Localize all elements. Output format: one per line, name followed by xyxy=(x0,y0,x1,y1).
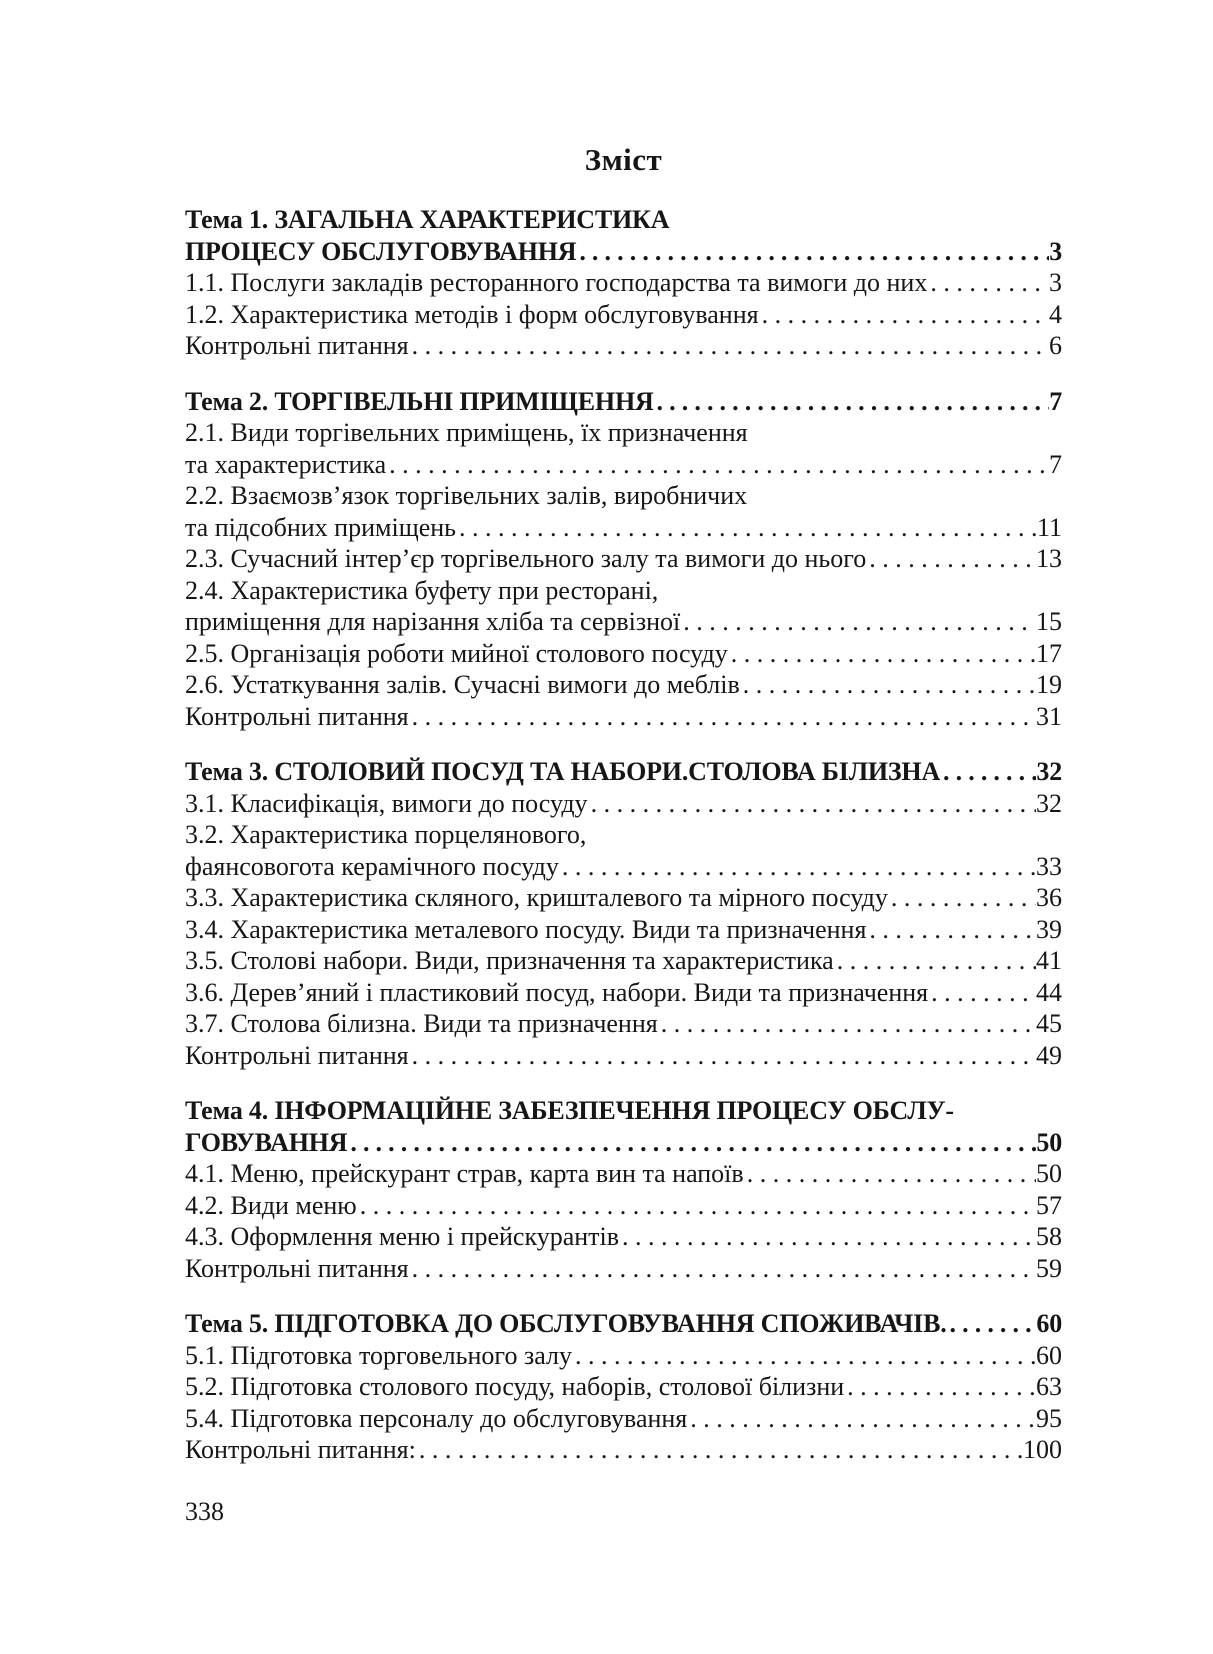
dot-leader xyxy=(844,1371,1036,1403)
toc-entry-text: 2.3. Сучасний інтер’єр торгівельного залу та вимоги до нього xyxy=(185,544,867,573)
toc-entry-text: 5.1. Підготовка торговельного залу xyxy=(185,1340,572,1370)
toc-entry xyxy=(185,945,1062,977)
toc-entry-text: Контрольні питання xyxy=(185,331,409,360)
toc-entry-text: 2.4. Характеристика буфету при ресторані, xyxy=(185,575,659,605)
dot-leader xyxy=(680,606,1036,638)
toc-page-number: 60 xyxy=(1036,1309,1062,1338)
dot-leader xyxy=(658,1008,1036,1040)
toc-entry-text: Контрольні питання xyxy=(185,701,409,731)
dot-leader xyxy=(576,236,1049,268)
toc-entry xyxy=(185,1340,1062,1372)
toc-entry xyxy=(185,417,1062,449)
dot-leader xyxy=(357,1190,1036,1222)
dot-leader xyxy=(456,512,1037,544)
toc-entry xyxy=(185,851,1062,883)
toc-entry-text: Контрольні питання: xyxy=(185,1435,416,1464)
toc-entry xyxy=(185,543,1062,575)
toc-entry xyxy=(185,977,1062,1009)
toc-entry xyxy=(185,914,1062,946)
toc-page-number: 95 xyxy=(1036,1403,1062,1433)
dot-leader xyxy=(928,977,1036,1009)
toc-entry xyxy=(185,330,1062,362)
toc-page-number: 50 xyxy=(1036,1159,1062,1188)
toc-page-number: 50 xyxy=(1036,1127,1062,1157)
toc-entry-text: 4.1. Меню, прейскурант страв, карта вин та напоїв xyxy=(185,1159,744,1188)
dot-leader xyxy=(409,330,1049,362)
toc-page-number: 36 xyxy=(1036,883,1062,912)
toc-page-number: 6 xyxy=(1049,331,1062,360)
dot-leader xyxy=(416,1434,1023,1466)
toc-entry-text: 3.4. Характеристика металевого посуду. Види та призначення xyxy=(185,914,867,944)
toc-page-number: 7 xyxy=(1049,386,1062,416)
dot-leader xyxy=(866,914,1036,946)
dot-leader xyxy=(619,1221,1036,1253)
dot-leader xyxy=(834,945,1036,977)
toc-entry-text: 4.3. Оформлення меню і прейскурантів xyxy=(185,1222,620,1251)
toc-entry xyxy=(185,1371,1062,1403)
toc-entry xyxy=(185,1127,1062,1159)
toc-entry-text: приміщення для нарізання хліба та сервізної xyxy=(185,607,681,636)
toc-page-number: 39 xyxy=(1036,914,1062,944)
toc-entry xyxy=(185,1434,1062,1466)
toc-entry-text: Контрольні питання xyxy=(185,1253,409,1283)
toc-entry-text: 1.2. Характеристика методів і форм обслуговування xyxy=(185,299,759,329)
toc-entry xyxy=(185,512,1062,544)
toc-entry xyxy=(185,1158,1062,1190)
toc-entry-text: та підсобних приміщень xyxy=(185,512,457,542)
toc-entry-text: Контрольні питання xyxy=(185,1040,409,1070)
dot-leader xyxy=(347,1127,1036,1159)
toc-entry-text: 4.2. Види меню xyxy=(185,1190,357,1220)
toc-entry xyxy=(185,1253,1062,1285)
dot-leader xyxy=(740,669,1036,701)
toc-page-number: 58 xyxy=(1036,1222,1062,1251)
toc-entry-text: 3.1. Класифікація, вимоги до посуду xyxy=(185,788,588,818)
toc-entry xyxy=(185,449,1062,481)
toc-page-number: 19 xyxy=(1036,670,1062,699)
toc-section xyxy=(185,1308,1062,1466)
toc-entry xyxy=(185,638,1062,670)
toc-section xyxy=(185,1095,1062,1284)
dot-leader xyxy=(588,788,1036,820)
toc-list xyxy=(185,204,1062,1466)
dot-leader xyxy=(940,756,1036,788)
toc-page-number: 32 xyxy=(1036,757,1062,786)
toc-entry-text: та характеристика xyxy=(185,449,387,479)
toc-entry xyxy=(185,669,1062,701)
toc-entry-text: Тема 5. ПІДГОТОВКА ДО ОБСЛУГОВУВАННЯ СПОЖИВАЧІВ. xyxy=(185,1309,947,1338)
toc-page-number: 57 xyxy=(1036,1190,1062,1220)
toc-section xyxy=(185,386,1062,733)
toc-page-number: 60 xyxy=(1036,1340,1062,1370)
toc-entry-text: 5.4. Підготовка персоналу до обслуговування xyxy=(185,1403,688,1433)
dot-leader xyxy=(866,543,1036,575)
toc-entry-text: ГОВУВАННЯ xyxy=(185,1127,348,1157)
dot-leader xyxy=(654,386,1050,418)
toc-entry xyxy=(185,1040,1062,1072)
toc-page-number: 31 xyxy=(1036,701,1062,731)
dot-leader xyxy=(744,1158,1036,1190)
toc-entry-text: 2.1. Види торгівельних приміщень, їх призначення xyxy=(185,418,748,447)
dot-leader xyxy=(687,1403,1036,1435)
dot-leader xyxy=(409,1253,1036,1285)
dot-leader xyxy=(759,299,1049,331)
toc-page-number: 15 xyxy=(1036,607,1062,636)
toc-entry-text: Тема 4. ІНФОРМАЦІЙНЕ ЗАБЕЗПЕЧЕННЯ ПРОЦЕСУ ОБСЛУ- xyxy=(185,1096,954,1125)
toc-section xyxy=(185,204,1062,362)
toc-entry xyxy=(185,788,1062,820)
toc-page-number: 33 xyxy=(1036,851,1062,881)
toc-page-number: 45 xyxy=(1036,1009,1062,1038)
toc-page-number: 4 xyxy=(1049,299,1062,329)
toc-entry xyxy=(185,819,1062,851)
page-title: Зміст xyxy=(584,142,663,177)
toc-entry-text: Тема 2. ТОРГІВЕЛЬНІ ПРИМІЩЕННЯ xyxy=(185,386,654,416)
dot-leader xyxy=(728,638,1036,670)
toc-entry xyxy=(185,1008,1062,1040)
toc-entry-text: 2.6. Устаткування залів. Сучасні вимоги до меблів xyxy=(185,670,740,699)
toc-page-number: 13 xyxy=(1036,544,1062,573)
toc-entry xyxy=(185,1308,1062,1340)
toc-entry-text: 3.2. Характеристика порцелянового, xyxy=(185,820,587,849)
toc-entry-text: Тема 3. СТОЛОВИЙ ПОСУД ТА НАБОРИ.СТОЛОВА БІЛИЗНА xyxy=(185,757,941,786)
toc-entry xyxy=(185,1095,1062,1127)
toc-entry-text: 3.3. Характеристика скляного, кришталевого та мірного посуду xyxy=(185,883,888,912)
toc-page-number: 11 xyxy=(1036,512,1062,542)
dot-leader xyxy=(947,1308,1037,1340)
toc-page-number: 44 xyxy=(1036,977,1062,1007)
dot-leader xyxy=(888,882,1036,914)
toc-entry-text: 5.2. Підготовка столового посуду, наборів, столової білизни xyxy=(185,1372,845,1401)
toc-entry xyxy=(185,882,1062,914)
toc-entry-text: 1.1. Послуги закладів ресторанного господарства та вимоги до них xyxy=(185,268,928,297)
footer-page-number: 338 xyxy=(185,1496,224,1526)
dot-leader xyxy=(927,267,1049,299)
toc-entry xyxy=(185,267,1062,299)
toc-entry-text: ПРОЦЕСУ ОБСЛУГОВУВАННЯ xyxy=(185,236,577,266)
toc-entry xyxy=(185,299,1062,331)
toc-page-number: 7 xyxy=(1049,449,1062,479)
toc-entry xyxy=(185,606,1062,638)
toc-entry xyxy=(185,756,1062,788)
toc-entry xyxy=(185,701,1062,733)
dot-leader xyxy=(559,851,1036,883)
toc-entry xyxy=(185,386,1062,418)
dot-leader xyxy=(386,449,1049,481)
toc-page-number: 41 xyxy=(1036,946,1062,975)
toc-entry-text: 3.5. Столові набори. Види, призначення та характеристика xyxy=(185,946,834,975)
toc-entry xyxy=(185,575,1062,607)
toc-page-number: 59 xyxy=(1036,1253,1062,1283)
dot-leader xyxy=(572,1340,1036,1372)
toc-entry-text: 2.5. Організація роботи мийної столового посуду xyxy=(185,638,728,668)
toc-entry xyxy=(185,236,1062,268)
toc-entry xyxy=(185,204,1062,236)
toc-page-number: 49 xyxy=(1036,1040,1062,1070)
toc-page-number: 100 xyxy=(1023,1435,1062,1464)
toc-section xyxy=(185,756,1062,1071)
toc-entry-text: 3.6. Дерев’яний і пластиковий посуд, набори. Види та призначення xyxy=(185,977,929,1007)
toc-page-number: 32 xyxy=(1036,788,1062,818)
toc-page-number: 3 xyxy=(1049,236,1062,266)
toc-page-number: 63 xyxy=(1036,1372,1062,1401)
toc-page-number: 17 xyxy=(1036,638,1062,668)
toc-entry-text: фаянсовогота керамічного посуду xyxy=(185,851,559,881)
dot-leader xyxy=(409,1040,1036,1072)
toc-page-number: 3 xyxy=(1049,268,1062,297)
toc-entry-text: 3.7. Столова білизна. Види та призначення xyxy=(185,1009,658,1038)
toc-entry-text: 2.2. Взаємозв’язок торгівельних залів, виробничих xyxy=(185,481,748,510)
toc-entry xyxy=(185,1221,1062,1253)
toc-entry xyxy=(185,1190,1062,1222)
toc-entry xyxy=(185,480,1062,512)
dot-leader xyxy=(409,701,1036,733)
toc-entry xyxy=(185,1403,1062,1435)
toc-entry-text: Тема 1. ЗАГАЛЬНА ХАРАКТЕРИСТИКА xyxy=(185,205,670,234)
